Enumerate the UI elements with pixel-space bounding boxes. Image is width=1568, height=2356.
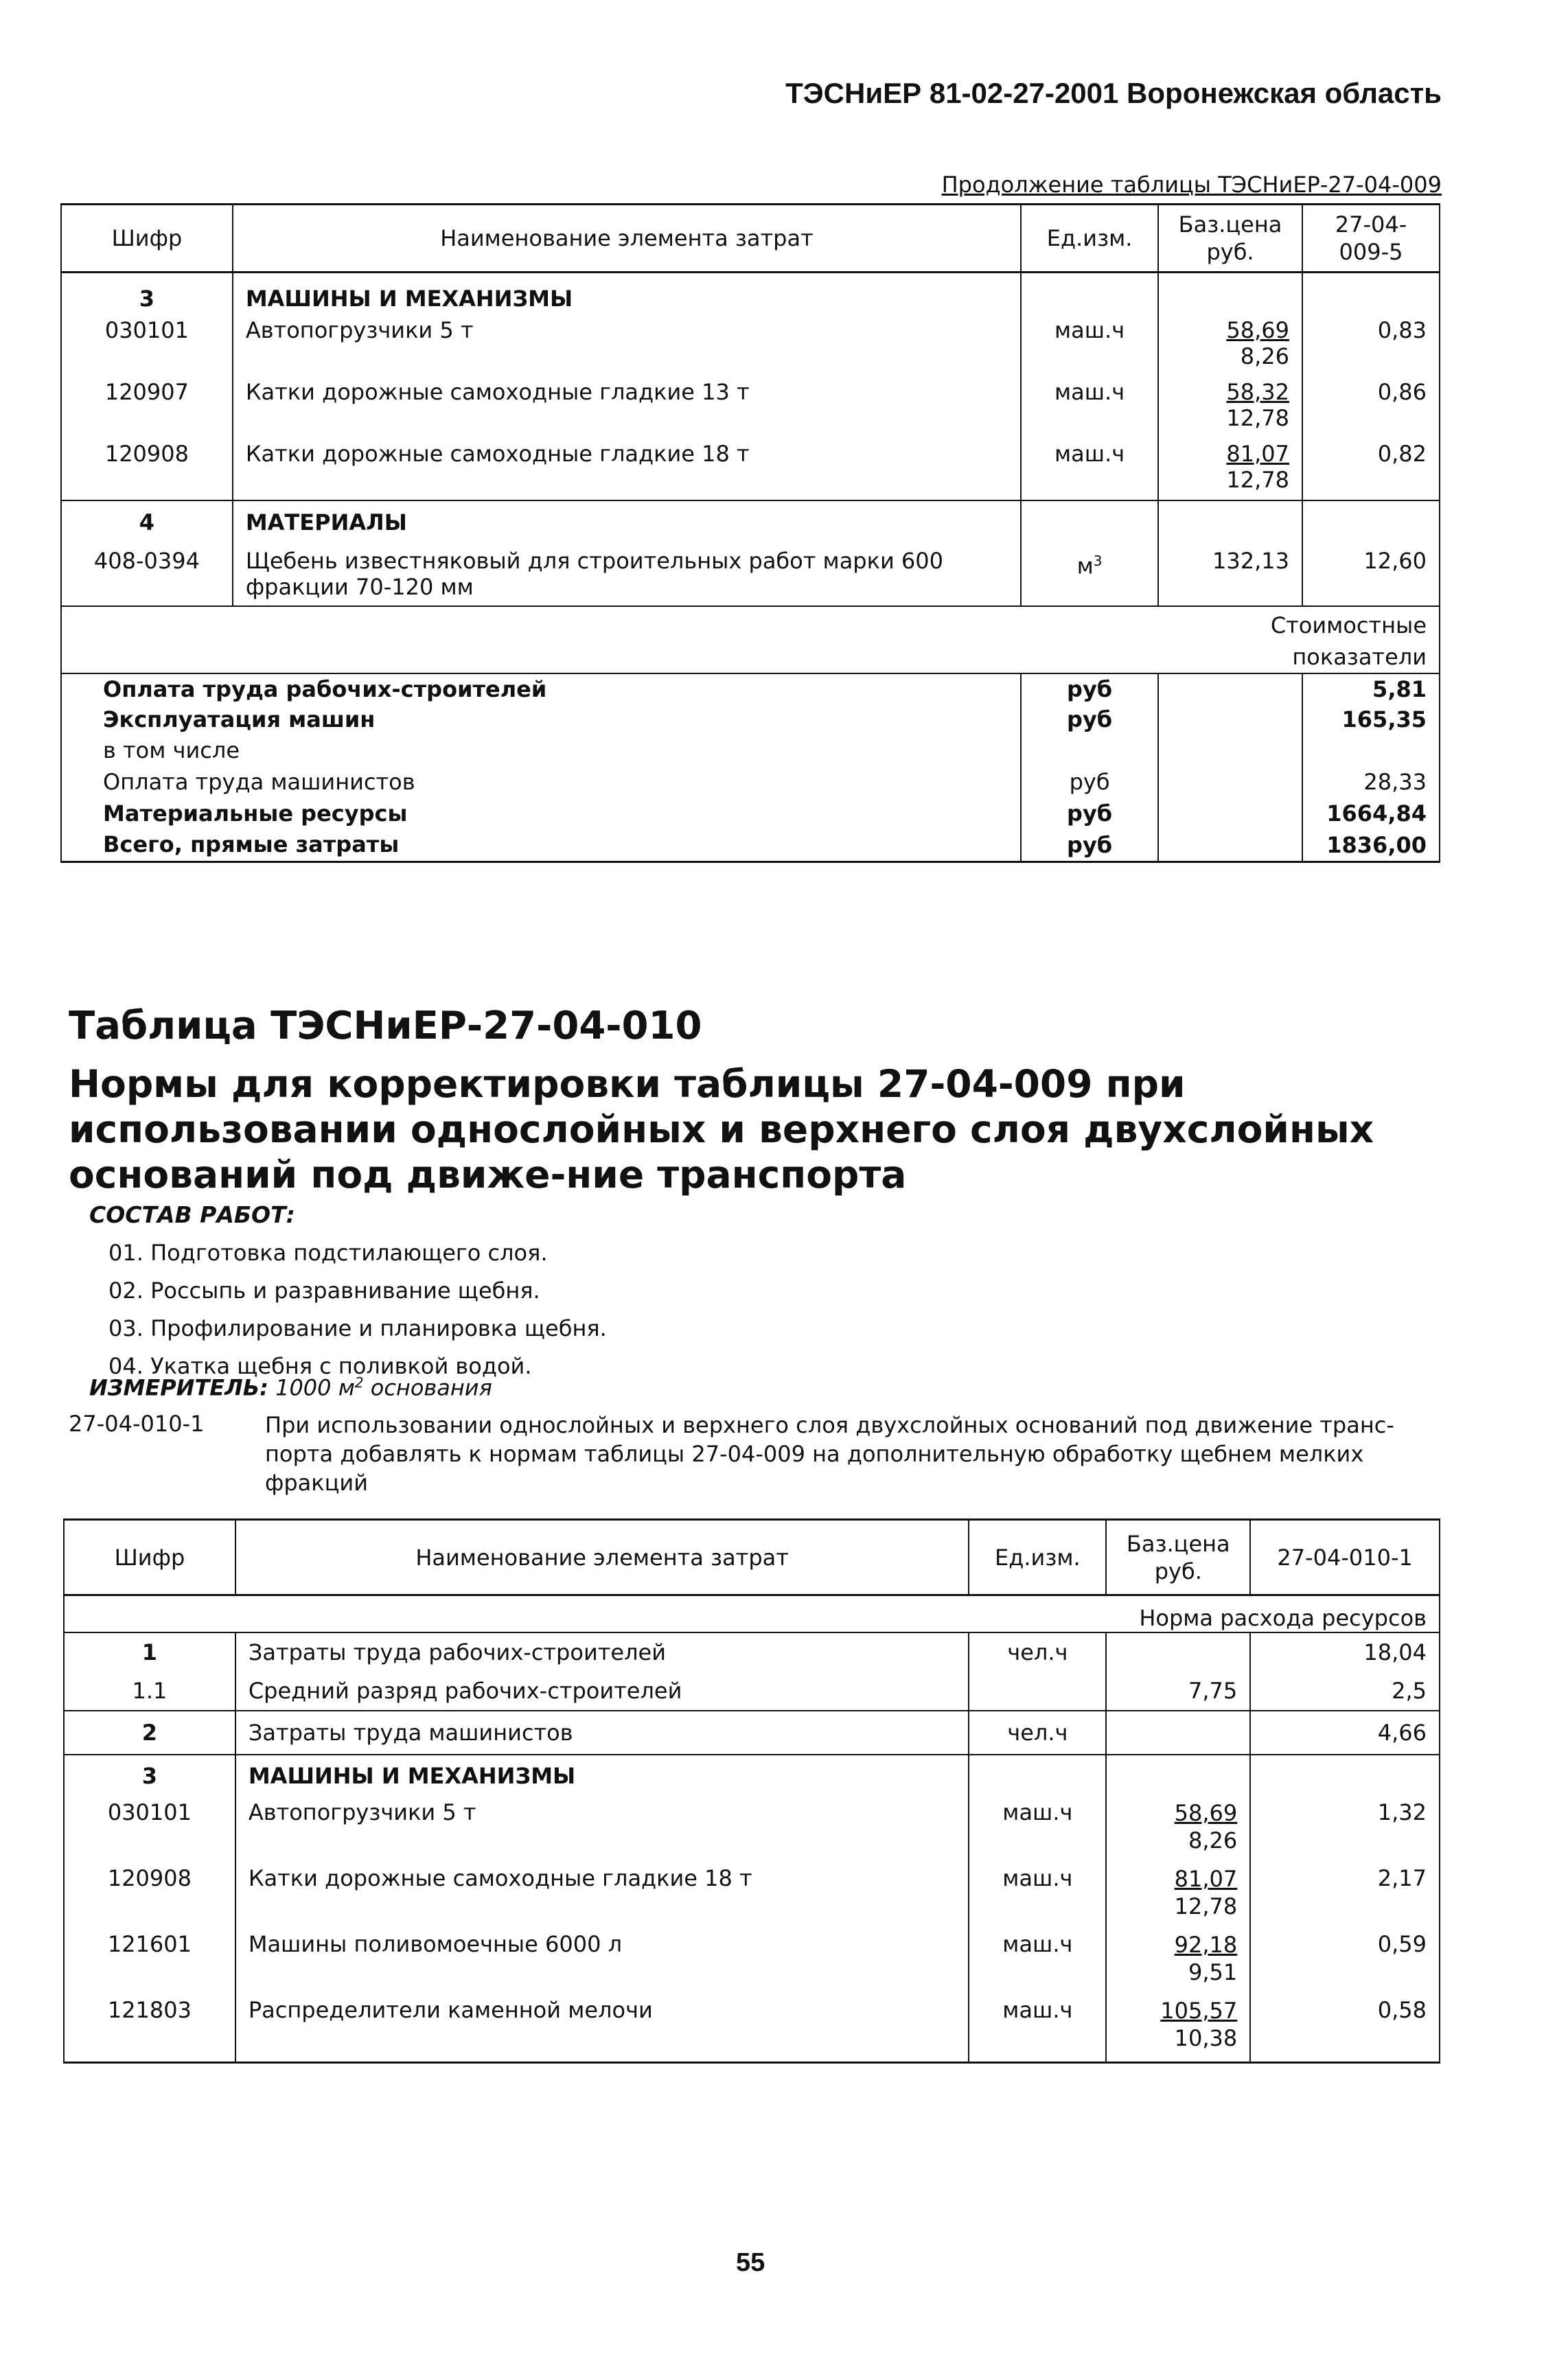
section-row: 3 МАШИНЫ И МЕХАНИЗМЫ (61, 273, 1440, 315)
col-name-header: Наименование элемента затрат (233, 205, 1021, 273)
col-unit-header: Ед.изм. (969, 1520, 1106, 1595)
col-norm-header: 27-04-010-1 (1250, 1520, 1440, 1595)
table-title: Таблица ТЭСНиЕР-27-04-010 (69, 1004, 702, 1048)
col-name-header: Наименование элемента затрат (235, 1520, 969, 1595)
table-subtitle: Нормы для корректировки таблицы 27-04-009 при использовании однослойных и верхнего слоя двухслойных оснований под движе-ние транспорта (69, 1062, 1374, 1197)
cost-header-row: Стоимостные показатели (61, 606, 1440, 673)
table-row: 121803 Распределители каменной мелочи маш.ч 105,57 10,38 0,58 (64, 1994, 1440, 2063)
cost-row: Всего, прямые затраты руб 1836,00 (61, 829, 1440, 862)
section-row: 3 МАШИНЫ И МЕХАНИЗМЫ (64, 1755, 1440, 1797)
list-item: 02. Россыпь и разравнивание щебня. (108, 1278, 540, 1304)
table-row: 030101 Автопогрузчики 5 т маш.ч 58,69 8,26 1,32 (64, 1797, 1440, 1862)
table-header-row (64, 1520, 1440, 1595)
cost-row: Оплата труда машинистов руб 28,33 (61, 766, 1440, 798)
list-item: 03. Профилирование и планировка щебня. (108, 1315, 607, 1341)
page-number: 55 (736, 2248, 765, 2277)
cost-row: Эксплуатация машин руб 165,35 (61, 704, 1440, 735)
col-code-header: Шифр (61, 205, 233, 273)
continuation-caption: Продолжение таблицы ТЭСНиЕР-27-04-009 (941, 172, 1442, 198)
table-27-04-010 (63, 1518, 1440, 2064)
col-price-header: Баз.цена руб. (1158, 205, 1302, 273)
cost-row: Материальные ресурсы руб 1664,84 (61, 798, 1440, 829)
col-price-header: Баз.цена руб. (1106, 1520, 1250, 1595)
table-row: 408-0394 Щебень известняковый для строительных работ марки 600 фракции 70-120 мм $м^3$ 132,13 12,60 (61, 538, 1440, 606)
table-row: 120908 Катки дорожные самоходные гладкие 18 т маш.ч 81,07 12,78 0,82 (61, 438, 1440, 500)
section-row: 4 МАТЕРИАЛЫ (61, 500, 1440, 538)
table-row: 120907 Катки дорожные самоходные гладкие 13 т маш.ч 58,32 12,78 0,86 (61, 376, 1440, 438)
cost-row: Оплата труда рабочих-строителей руб 5,81 (61, 673, 1440, 704)
norm-code: 27-04-010-1 (69, 1411, 205, 1437)
table-27-04-009-cont (60, 203, 1440, 863)
col-norm-header: 27-04-009-5 (1302, 205, 1440, 273)
table-row: 120908 Катки дорожные самоходные гладкие 18 т маш.ч 81,07 12,78 2,17 (64, 1862, 1440, 1928)
norm-description: При использовании однослойных и верхнего слоя двухслойных оснований под движение транс-порта добавлять к нормам таблицы 27-04-009 на дополнительную обработку щебнем мелких фракций (265, 1412, 1394, 1496)
cost-row: в том числе (61, 735, 1440, 766)
norm-header-row: Норма расхода ресурсов (64, 1595, 1440, 1633)
table-row: 030101 Автопогрузчики 5 т маш.ч 58,69 8,26 0,83 (61, 314, 1440, 376)
list-item: 04. Укатка щебня с поливкой водой. (108, 1353, 532, 1379)
col-code-header: Шифр (64, 1520, 235, 1595)
table-row: 121601 Машины поливомоечные 6000 л маш.ч 92,18 9,51 0,59 (64, 1928, 1440, 1994)
running-header: ТЭСНиЕР 81-02-27-2001 Воронежская область (785, 77, 1442, 109)
table-row: 1.1 Средний разряд рабочих-строителей 7,75 2,5 (64, 1672, 1440, 1711)
table-row: 2 Затраты труда машинистов чел.ч 4,66 (64, 1711, 1440, 1755)
work-composition-label: СОСТАВ РАБОТ: (89, 1201, 295, 1228)
col-unit-header: Ед.изм. (1021, 205, 1158, 273)
list-item: 01. Подготовка подстилающего слоя. (108, 1240, 548, 1266)
operations-list (108, 1234, 607, 1385)
table-header-row (61, 205, 1440, 273)
table-row: 1 Затраты труда рабочих-строителей чел.ч 18,04 (64, 1632, 1440, 1672)
measure-unit: ИЗМЕРИТЕЛЬ: 1000 $м^2$ основания (89, 1374, 492, 1401)
